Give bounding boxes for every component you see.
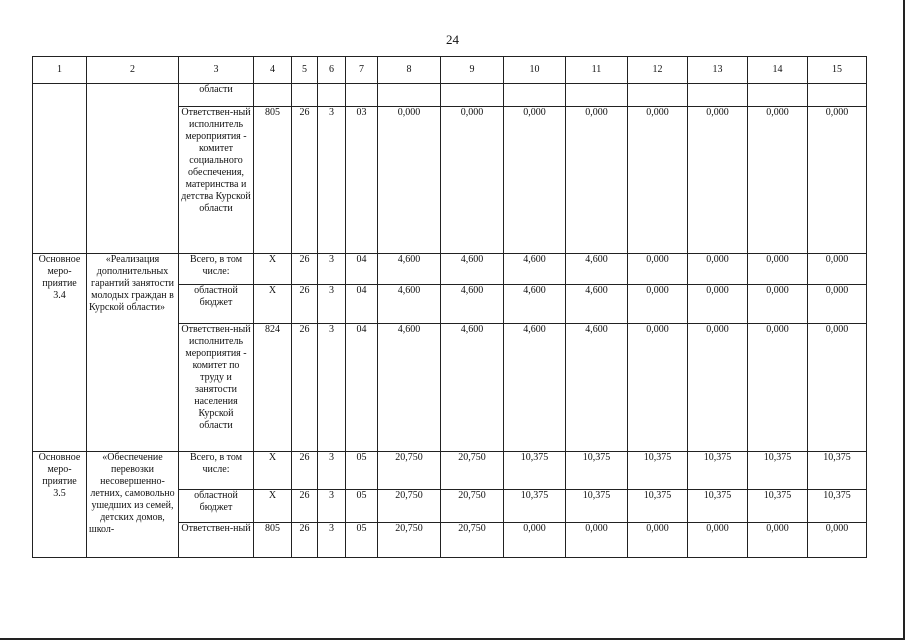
value-cell: 10,375	[566, 452, 628, 490]
value-cell: 0,000	[378, 107, 441, 254]
header-cell: 6	[318, 57, 346, 84]
table-row	[33, 254, 867, 285]
value-cell: 0,000	[628, 285, 688, 324]
value-cell: 0,000	[566, 107, 628, 254]
value-cell: 805	[254, 107, 292, 254]
value-cell: 20,750	[378, 452, 441, 490]
value-cell: 20,750	[441, 490, 504, 523]
header-cell: 11	[566, 57, 628, 84]
column-number-row	[33, 57, 867, 84]
row-label: областной бюджет	[179, 285, 254, 324]
value-cell: 10,375	[688, 490, 748, 523]
header-cell: 13	[688, 57, 748, 84]
row-label: Всего, в том числе:	[179, 254, 254, 285]
header-cell: 3	[179, 57, 254, 84]
value-cell: 26	[292, 285, 318, 324]
header-cell: 15	[808, 57, 867, 84]
value-cell: 3	[318, 452, 346, 490]
row-label: Ответствен-ный исполнитель мероприятия - комитет по труду и занятости населения Курской области	[179, 324, 254, 452]
value-cell: 4,600	[441, 254, 504, 285]
value-cell: 0,000	[688, 285, 748, 324]
value-cell: 4,600	[441, 324, 504, 452]
value-cell: 824	[254, 324, 292, 452]
value-cell: 0,000	[748, 107, 808, 254]
value-cell: 20,750	[441, 523, 504, 558]
value-cell: 4,600	[504, 285, 566, 324]
value-cell: 0,000	[628, 523, 688, 558]
value-cell: 04	[346, 285, 378, 324]
value-cell: 26	[292, 107, 318, 254]
value-cell: 0,000	[504, 523, 566, 558]
row-label: Всего, в том числе:	[179, 452, 254, 490]
value-cell: 0,000	[808, 324, 867, 452]
value-cell: 0,000	[748, 324, 808, 452]
value-cell: Х	[254, 254, 292, 285]
value-cell: 3	[318, 285, 346, 324]
value-cell: 0,000	[504, 107, 566, 254]
header-cell: 8	[378, 57, 441, 84]
type-cell-empty	[33, 84, 87, 254]
budget-table	[32, 56, 867, 558]
header-cell: 1	[33, 57, 87, 84]
row-label: Ответствен-ный исполнитель мероприятия - комитет социального обеспечения, материнства и детства Курской области	[179, 107, 254, 254]
value-cell: 10,375	[504, 452, 566, 490]
value-cell: 0,000	[808, 285, 867, 324]
activity-description: «Реализация дополнительных гарантий занятости молодых граждан в Курской области»	[87, 254, 179, 452]
value-cell: 26	[292, 490, 318, 523]
row-label: области	[179, 84, 254, 107]
row-label: областной бюджет	[179, 490, 254, 523]
value-cell: 0,000	[566, 523, 628, 558]
value-cell: 10,375	[628, 490, 688, 523]
value-cell: 0,000	[748, 254, 808, 285]
activity-description: «Обеспечение перевозки несовершенно-летних, самовольно ушедших из семей, детских домов, школ-	[87, 452, 179, 558]
value-cell: 0,000	[688, 254, 748, 285]
value-cell: 26	[292, 254, 318, 285]
header-cell: 10	[504, 57, 566, 84]
value-cell: 3	[318, 523, 346, 558]
value-cell: Х	[254, 452, 292, 490]
value-cell: 4,600	[441, 285, 504, 324]
value-cell: 10,375	[748, 452, 808, 490]
table-row	[33, 452, 867, 490]
value-cell: 805	[254, 523, 292, 558]
value-cell: 10,375	[808, 452, 867, 490]
value-cell: 3	[318, 324, 346, 452]
value-cell: 10,375	[748, 490, 808, 523]
value-cell: 0,000	[808, 107, 867, 254]
header-cell: 7	[346, 57, 378, 84]
value-cell: 20,750	[378, 523, 441, 558]
value-cell: 0,000	[688, 324, 748, 452]
value-cell: 26	[292, 452, 318, 490]
table-row	[33, 84, 867, 107]
value-cell: 10,375	[566, 490, 628, 523]
value-cell: 10,375	[808, 490, 867, 523]
activity-type: Основное меро-приятие 3.4	[33, 254, 87, 452]
value-cell: 0,000	[748, 285, 808, 324]
value-cell: 05	[346, 523, 378, 558]
value-cell: 4,600	[378, 254, 441, 285]
value-cell: 3	[318, 254, 346, 285]
value-cell: 26	[292, 324, 318, 452]
value-cell: 05	[346, 490, 378, 523]
value-cell: 0,000	[688, 107, 748, 254]
value-cell: 3	[318, 490, 346, 523]
value-cell: 3	[318, 107, 346, 254]
header-cell: 2	[87, 57, 179, 84]
value-cell: 0,000	[628, 324, 688, 452]
value-cell: 4,600	[504, 254, 566, 285]
value-cell: 0,000	[748, 523, 808, 558]
value-cell: 0,000	[808, 254, 867, 285]
value-cell: 10,375	[504, 490, 566, 523]
value-cell: 20,750	[441, 452, 504, 490]
value-cell: 4,600	[504, 324, 566, 452]
value-cell: Х	[254, 285, 292, 324]
value-cell: 05	[346, 452, 378, 490]
value-cell: 4,600	[378, 324, 441, 452]
value-cell: 4,600	[566, 254, 628, 285]
header-cell: 12	[628, 57, 688, 84]
page-number: 24	[446, 32, 459, 47]
value-cell: 04	[346, 254, 378, 285]
value-cell: 04	[346, 324, 378, 452]
row-label: Ответствен-ный	[179, 523, 254, 558]
value-cell: 10,375	[628, 452, 688, 490]
value-cell: 4,600	[566, 324, 628, 452]
value-cell: 10,375	[688, 452, 748, 490]
value-cell: Х	[254, 490, 292, 523]
activity-type: Основное меро-приятие 3.5	[33, 452, 87, 558]
desc-cell-empty	[87, 84, 179, 254]
header-cell: 14	[748, 57, 808, 84]
value-cell: 03	[346, 107, 378, 254]
value-cell: 0,000	[628, 107, 688, 254]
header-cell: 4	[254, 57, 292, 84]
header-cell: 5	[292, 57, 318, 84]
header-cell: 9	[441, 57, 504, 84]
value-cell: 0,000	[441, 107, 504, 254]
value-cell: 0,000	[628, 254, 688, 285]
value-cell: 0,000	[808, 523, 867, 558]
value-cell: 0,000	[688, 523, 748, 558]
value-cell: 20,750	[378, 490, 441, 523]
value-cell: 26	[292, 523, 318, 558]
value-cell: 4,600	[566, 285, 628, 324]
value-cell: 4,600	[378, 285, 441, 324]
